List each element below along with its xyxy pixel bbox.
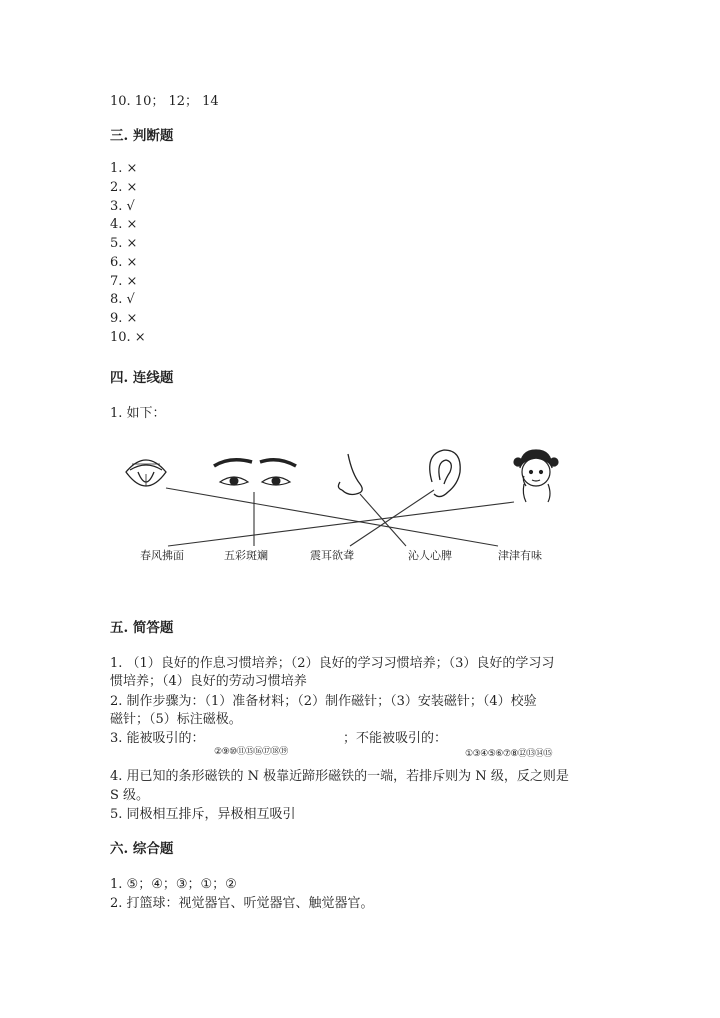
judgement-item: 3. √ [110, 199, 135, 214]
judgement-item: 2. × [110, 180, 138, 195]
short-answer-1-line1: 1. （1）良好的作息习惯培养；（2）良好的学习习惯培养；（3）良好的学习习 [110, 656, 555, 671]
match-label: 震耳欲聋 [310, 549, 354, 562]
section-heading-short-answer: 五. 简答题 [110, 620, 174, 636]
judgement-item: 7. × [110, 274, 138, 289]
judgement-item: 10. × [110, 330, 146, 345]
comprehensive-item-2: 2. 打篮球：视觉器官、听觉器官、触觉器官。 [110, 896, 374, 911]
match-label: 沁人心脾 [408, 549, 452, 562]
judgement-item: 1. × [110, 161, 138, 176]
short-answer-3-prefix: 3. 能被吸引的： [110, 731, 205, 746]
section-heading-judgement: 三. 判断题 [110, 128, 174, 144]
answer-2-10: 10. 10； 12； 14 [110, 94, 219, 109]
nose-icon [338, 454, 362, 495]
not-attracted-items: ①③④⑤⑥⑦⑧⑫⑬⑭⑮ [465, 749, 552, 759]
short-answer-1-line2: 惯培养；（4）良好的劳动习惯培养 [110, 674, 307, 689]
comprehensive-item-1: 1. ⑤；④；③；①；② [110, 877, 237, 892]
eyes-icon [214, 460, 296, 485]
short-answer-3-middle: ；不能被吸引的： [343, 731, 448, 746]
connection-lines [166, 488, 514, 546]
attracted-items: ②⑨⑩⑪⑮⑯⑰⑱⑲ [214, 747, 288, 757]
judgement-item: 5. × [110, 236, 138, 251]
judgement-item: 4. × [110, 217, 138, 232]
match-label: 春风拂面 [140, 549, 184, 562]
girl-icon [514, 450, 558, 502]
judgement-item: 9. × [110, 311, 138, 326]
section-heading-comprehensive: 六. 综合题 [110, 841, 174, 857]
ear-icon [430, 450, 460, 497]
judgement-item: 8. √ [110, 292, 135, 307]
matching-item-1: 1. 如下： [110, 406, 166, 421]
judgement-item: 6. × [110, 255, 138, 270]
match-label: 五彩斑斓 [224, 549, 268, 562]
mouth-icon [126, 460, 166, 486]
short-answer-2-line2: 磁针；（5）标注磁极。 [110, 712, 242, 727]
short-answer-4-line2: S 级。 [110, 788, 150, 803]
short-answer-4-line1: 4. 用已知的条形磁铁的 N 极靠近蹄形磁铁的一端，若排斥则为 N 级，反之则是 [110, 769, 569, 784]
match-label: 津津有味 [498, 549, 542, 562]
section-heading-matching: 四. 连线题 [110, 370, 174, 386]
short-answer-2-line1: 2. 制作步骤为：（1）准备材料；（2）制作磁针；（3）安装磁针；（4）校验 [110, 694, 537, 709]
short-answer-5: 5. 同极相互排斥，异极相互吸引 [110, 807, 296, 822]
